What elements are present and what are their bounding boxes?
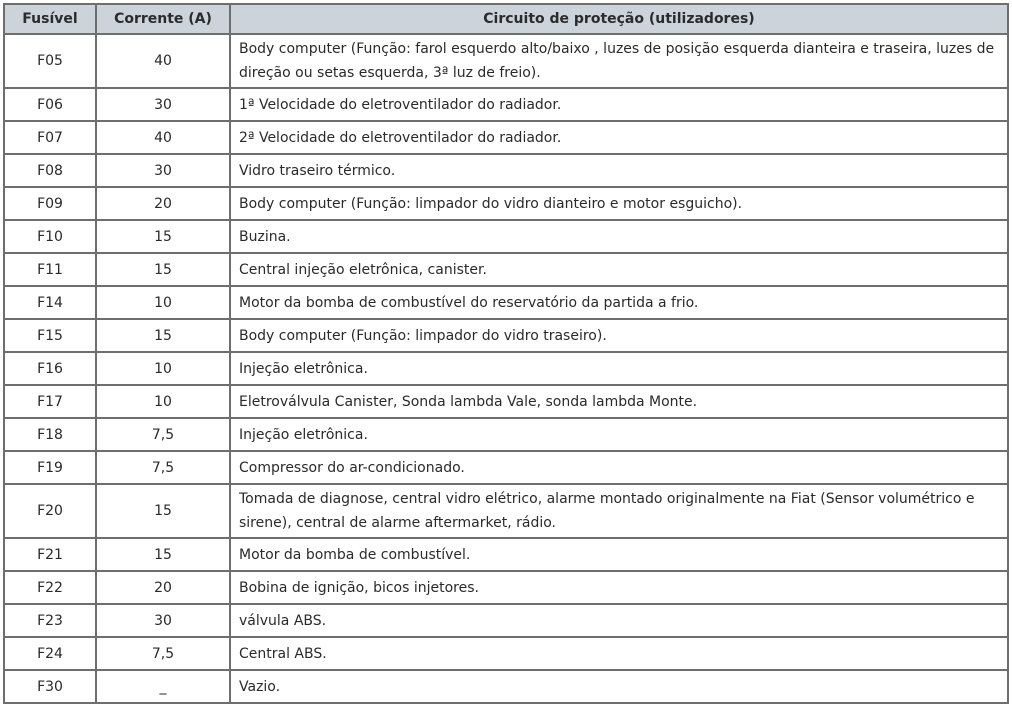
current-cell: 15 bbox=[96, 253, 230, 286]
current-cell: 7,5 bbox=[96, 637, 230, 670]
fuse-cell: F20 bbox=[4, 484, 96, 538]
circuit-cell: 2ª Velocidade do eletroventilador do radiador. bbox=[230, 121, 1008, 154]
table-row bbox=[4, 670, 1008, 703]
header-circuit: Circuito de proteção (utilizadores) bbox=[230, 4, 1008, 34]
table-row bbox=[4, 319, 1008, 352]
current-cell: 10 bbox=[96, 385, 230, 418]
table-row bbox=[4, 604, 1008, 637]
table-row bbox=[4, 538, 1008, 571]
current-cell: 40 bbox=[96, 121, 230, 154]
current-cell: 30 bbox=[96, 154, 230, 187]
fuse-cell: F11 bbox=[4, 253, 96, 286]
circuit-cell: Central ABS. bbox=[230, 637, 1008, 670]
fuse-cell: F05 bbox=[4, 34, 96, 88]
current-cell: 15 bbox=[96, 484, 230, 538]
table-row bbox=[4, 34, 1008, 88]
current-cell: 7,5 bbox=[96, 418, 230, 451]
current-cell: 10 bbox=[96, 352, 230, 385]
header-row bbox=[4, 4, 1008, 34]
fuse-cell: F24 bbox=[4, 637, 96, 670]
current-cell: 15 bbox=[96, 220, 230, 253]
circuit-cell: 1ª Velocidade do eletroventilador do radiador. bbox=[230, 88, 1008, 121]
circuit-cell: Injeção eletrônica. bbox=[230, 352, 1008, 385]
fuse-cell: F21 bbox=[4, 538, 96, 571]
fuse-cell: F09 bbox=[4, 187, 96, 220]
current-cell: 10 bbox=[96, 286, 230, 319]
circuit-cell: Vidro traseiro térmico. bbox=[230, 154, 1008, 187]
current-cell: 40 bbox=[96, 34, 230, 88]
circuit-cell: Compressor do ar-condicionado. bbox=[230, 451, 1008, 484]
table-row bbox=[4, 571, 1008, 604]
fuse-cell: F22 bbox=[4, 571, 96, 604]
table-row bbox=[4, 418, 1008, 451]
fuse-cell: F07 bbox=[4, 121, 96, 154]
current-cell: 15 bbox=[96, 538, 230, 571]
circuit-cell: Bobina de ignição, bicos injetores. bbox=[230, 571, 1008, 604]
fuse-table bbox=[3, 3, 1009, 704]
fuse-cell: F19 bbox=[4, 451, 96, 484]
circuit-cell: válvula ABS. bbox=[230, 604, 1008, 637]
circuit-cell: Eletroválvula Canister, Sonda lambda Vale, sonda lambda Monte. bbox=[230, 385, 1008, 418]
current-cell: _ bbox=[96, 670, 230, 703]
table-row bbox=[4, 385, 1008, 418]
table-row bbox=[4, 637, 1008, 670]
table-row bbox=[4, 154, 1008, 187]
circuit-cell: Buzina. bbox=[230, 220, 1008, 253]
circuit-cell: Body computer (Função: limpador do vidro dianteiro e motor esguicho). bbox=[230, 187, 1008, 220]
current-cell: 20 bbox=[96, 571, 230, 604]
table-row bbox=[4, 451, 1008, 484]
table-row bbox=[4, 220, 1008, 253]
current-cell: 30 bbox=[96, 88, 230, 121]
current-cell: 30 bbox=[96, 604, 230, 637]
fuse-cell: F16 bbox=[4, 352, 96, 385]
fuse-cell: F06 bbox=[4, 88, 96, 121]
header-fuse: Fusível bbox=[4, 4, 96, 34]
table-row bbox=[4, 253, 1008, 286]
circuit-cell: Motor da bomba de combustível do reservatório da partida a frio. bbox=[230, 286, 1008, 319]
header-current: Corrente (A) bbox=[96, 4, 230, 34]
fuse-cell: F08 bbox=[4, 154, 96, 187]
circuit-cell: Vazio. bbox=[230, 670, 1008, 703]
fuse-cell: F10 bbox=[4, 220, 96, 253]
current-cell: 20 bbox=[96, 187, 230, 220]
circuit-cell: Injeção eletrônica. bbox=[230, 418, 1008, 451]
current-cell: 7,5 bbox=[96, 451, 230, 484]
table-row bbox=[4, 121, 1008, 154]
fuse-cell: F18 bbox=[4, 418, 96, 451]
circuit-cell: Central injeção eletrônica, canister. bbox=[230, 253, 1008, 286]
table-row bbox=[4, 286, 1008, 319]
circuit-cell: Body computer (Função: limpador do vidro traseiro). bbox=[230, 319, 1008, 352]
circuit-cell: Tomada de diagnose, central vidro elétrico, alarme montado originalmente na Fiat (Sensor volumétrico e sirene), central de alarme aftermarket, rádio. bbox=[230, 484, 1008, 538]
current-cell: 15 bbox=[96, 319, 230, 352]
circuit-cell: Body computer (Função: farol esquerdo alto/baixo , luzes de posição esquerda dianteira e traseira, luzes de direção ou setas esquerda, 3ª luz de freio). bbox=[230, 34, 1008, 88]
circuit-cell: Motor da bomba de combustível. bbox=[230, 538, 1008, 571]
table-row bbox=[4, 187, 1008, 220]
fuse-cell: F17 bbox=[4, 385, 96, 418]
table-row bbox=[4, 484, 1008, 538]
fuse-cell: F23 bbox=[4, 604, 96, 637]
table-row bbox=[4, 88, 1008, 121]
fuse-cell: F15 bbox=[4, 319, 96, 352]
table-row bbox=[4, 352, 1008, 385]
fuse-cell: F14 bbox=[4, 286, 96, 319]
fuse-cell: F30 bbox=[4, 670, 96, 703]
